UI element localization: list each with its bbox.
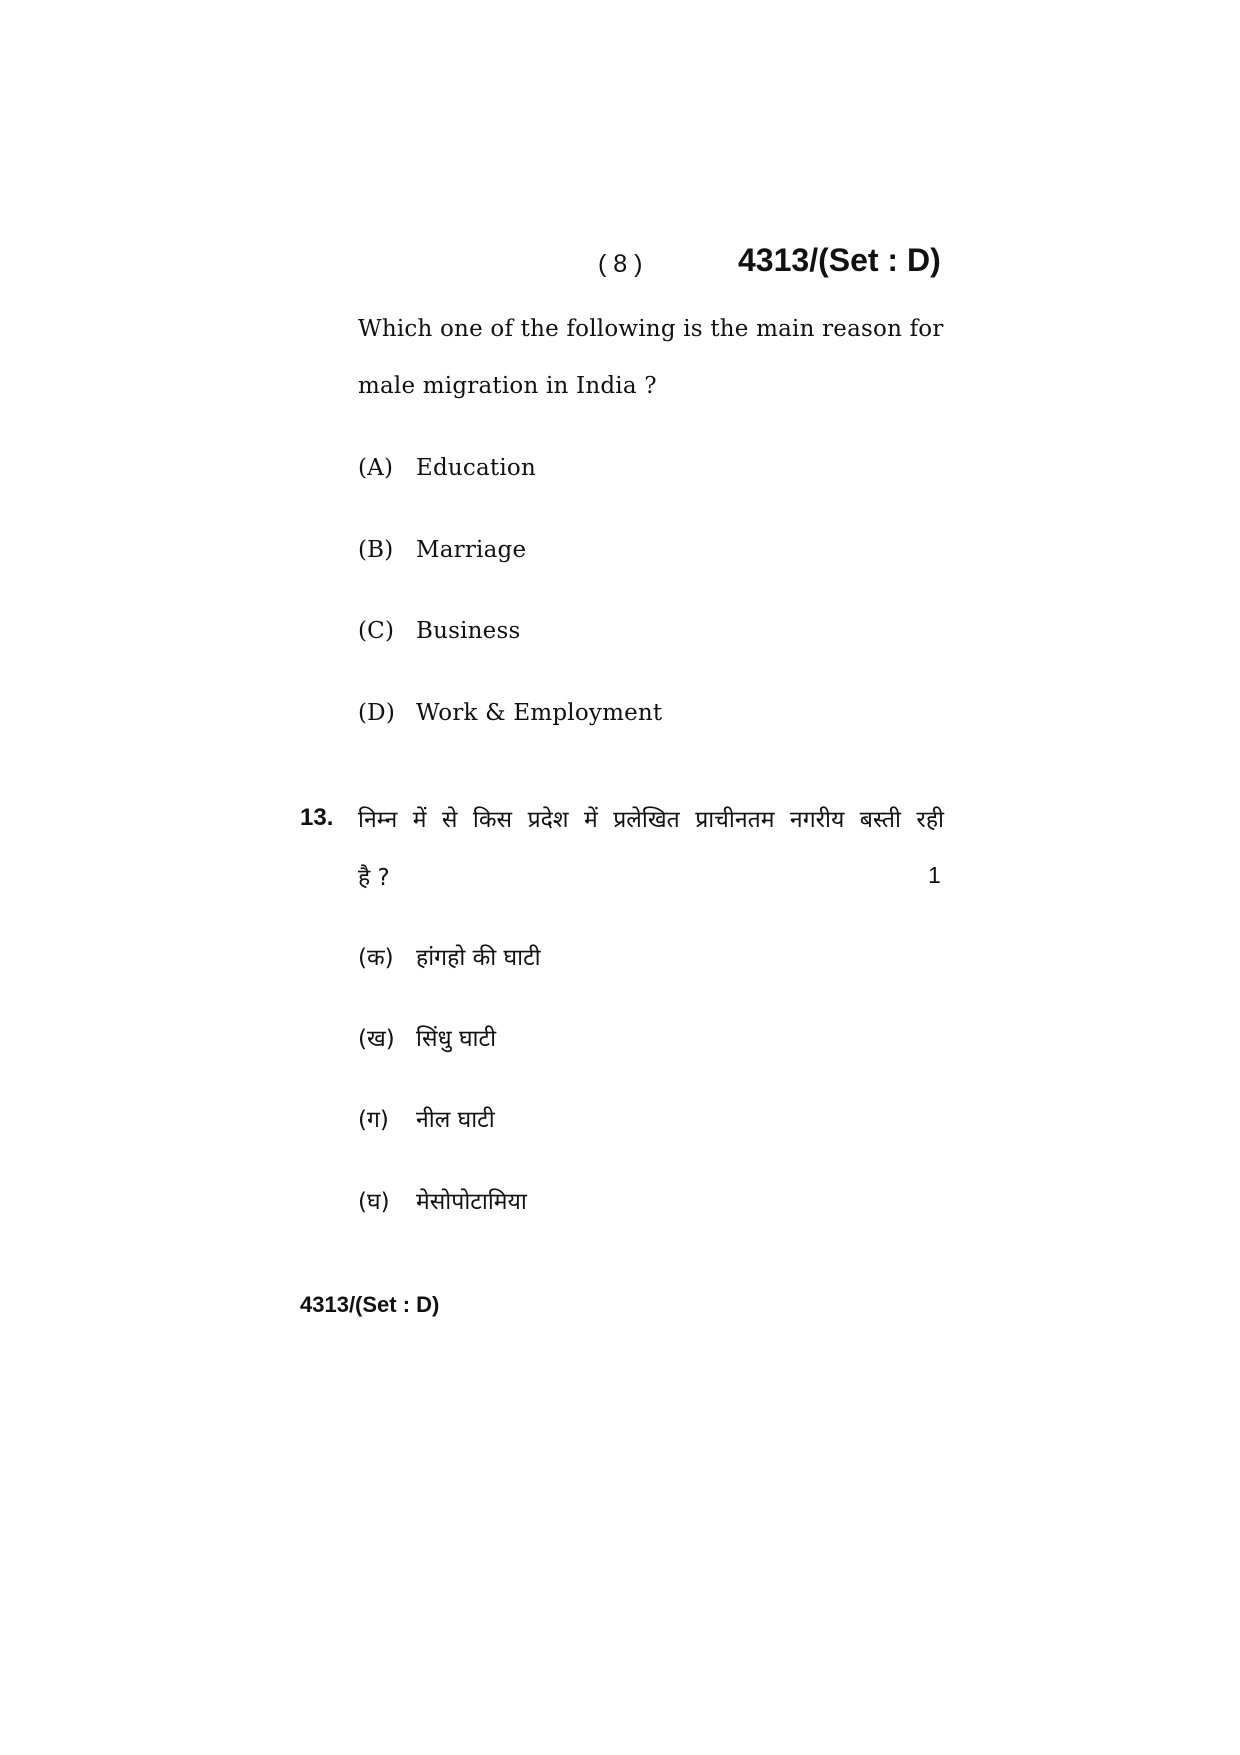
option-letter: (D) [358, 700, 395, 726]
question-text-line-2: male migration in India ? [358, 373, 657, 399]
option-text: हांगहो की घाटी [416, 945, 541, 971]
option-text: मेसोपोटामिया [416, 1189, 527, 1215]
option-letter: (क) [358, 945, 394, 971]
question-text-line-1: Which one of the following is the main reason for [358, 316, 944, 342]
page-number: ( 8 ) [598, 250, 643, 278]
option-letter: (ग) [358, 1107, 389, 1133]
option-text: नील घाटी [416, 1107, 495, 1133]
question-marks: 1 [928, 862, 941, 888]
option-text: Work & Employment [416, 700, 663, 726]
option-text: Education [416, 455, 536, 481]
option-letter: (ख) [358, 1026, 395, 1052]
option-text: सिंधु घाटी [416, 1026, 497, 1052]
option-letter: (C) [358, 618, 395, 644]
paper-code-footer: 4313/(Set : D) [300, 1292, 440, 1317]
option-letter: (घ) [358, 1189, 390, 1215]
question-text-line-1: निम्न में से किस प्रदेश में प्रलेखित प्राचीनतम नगरीय बस्ती रही [358, 807, 944, 833]
question-number: 13. [300, 804, 334, 831]
option-letter: (A) [358, 455, 394, 481]
paper-code-header: 4313/(Set : D) [738, 242, 941, 278]
option-text: Marriage [416, 537, 527, 563]
option-text: Business [416, 618, 521, 644]
option-letter: (B) [358, 537, 394, 563]
question-text-line-2: है ? [358, 865, 390, 891]
